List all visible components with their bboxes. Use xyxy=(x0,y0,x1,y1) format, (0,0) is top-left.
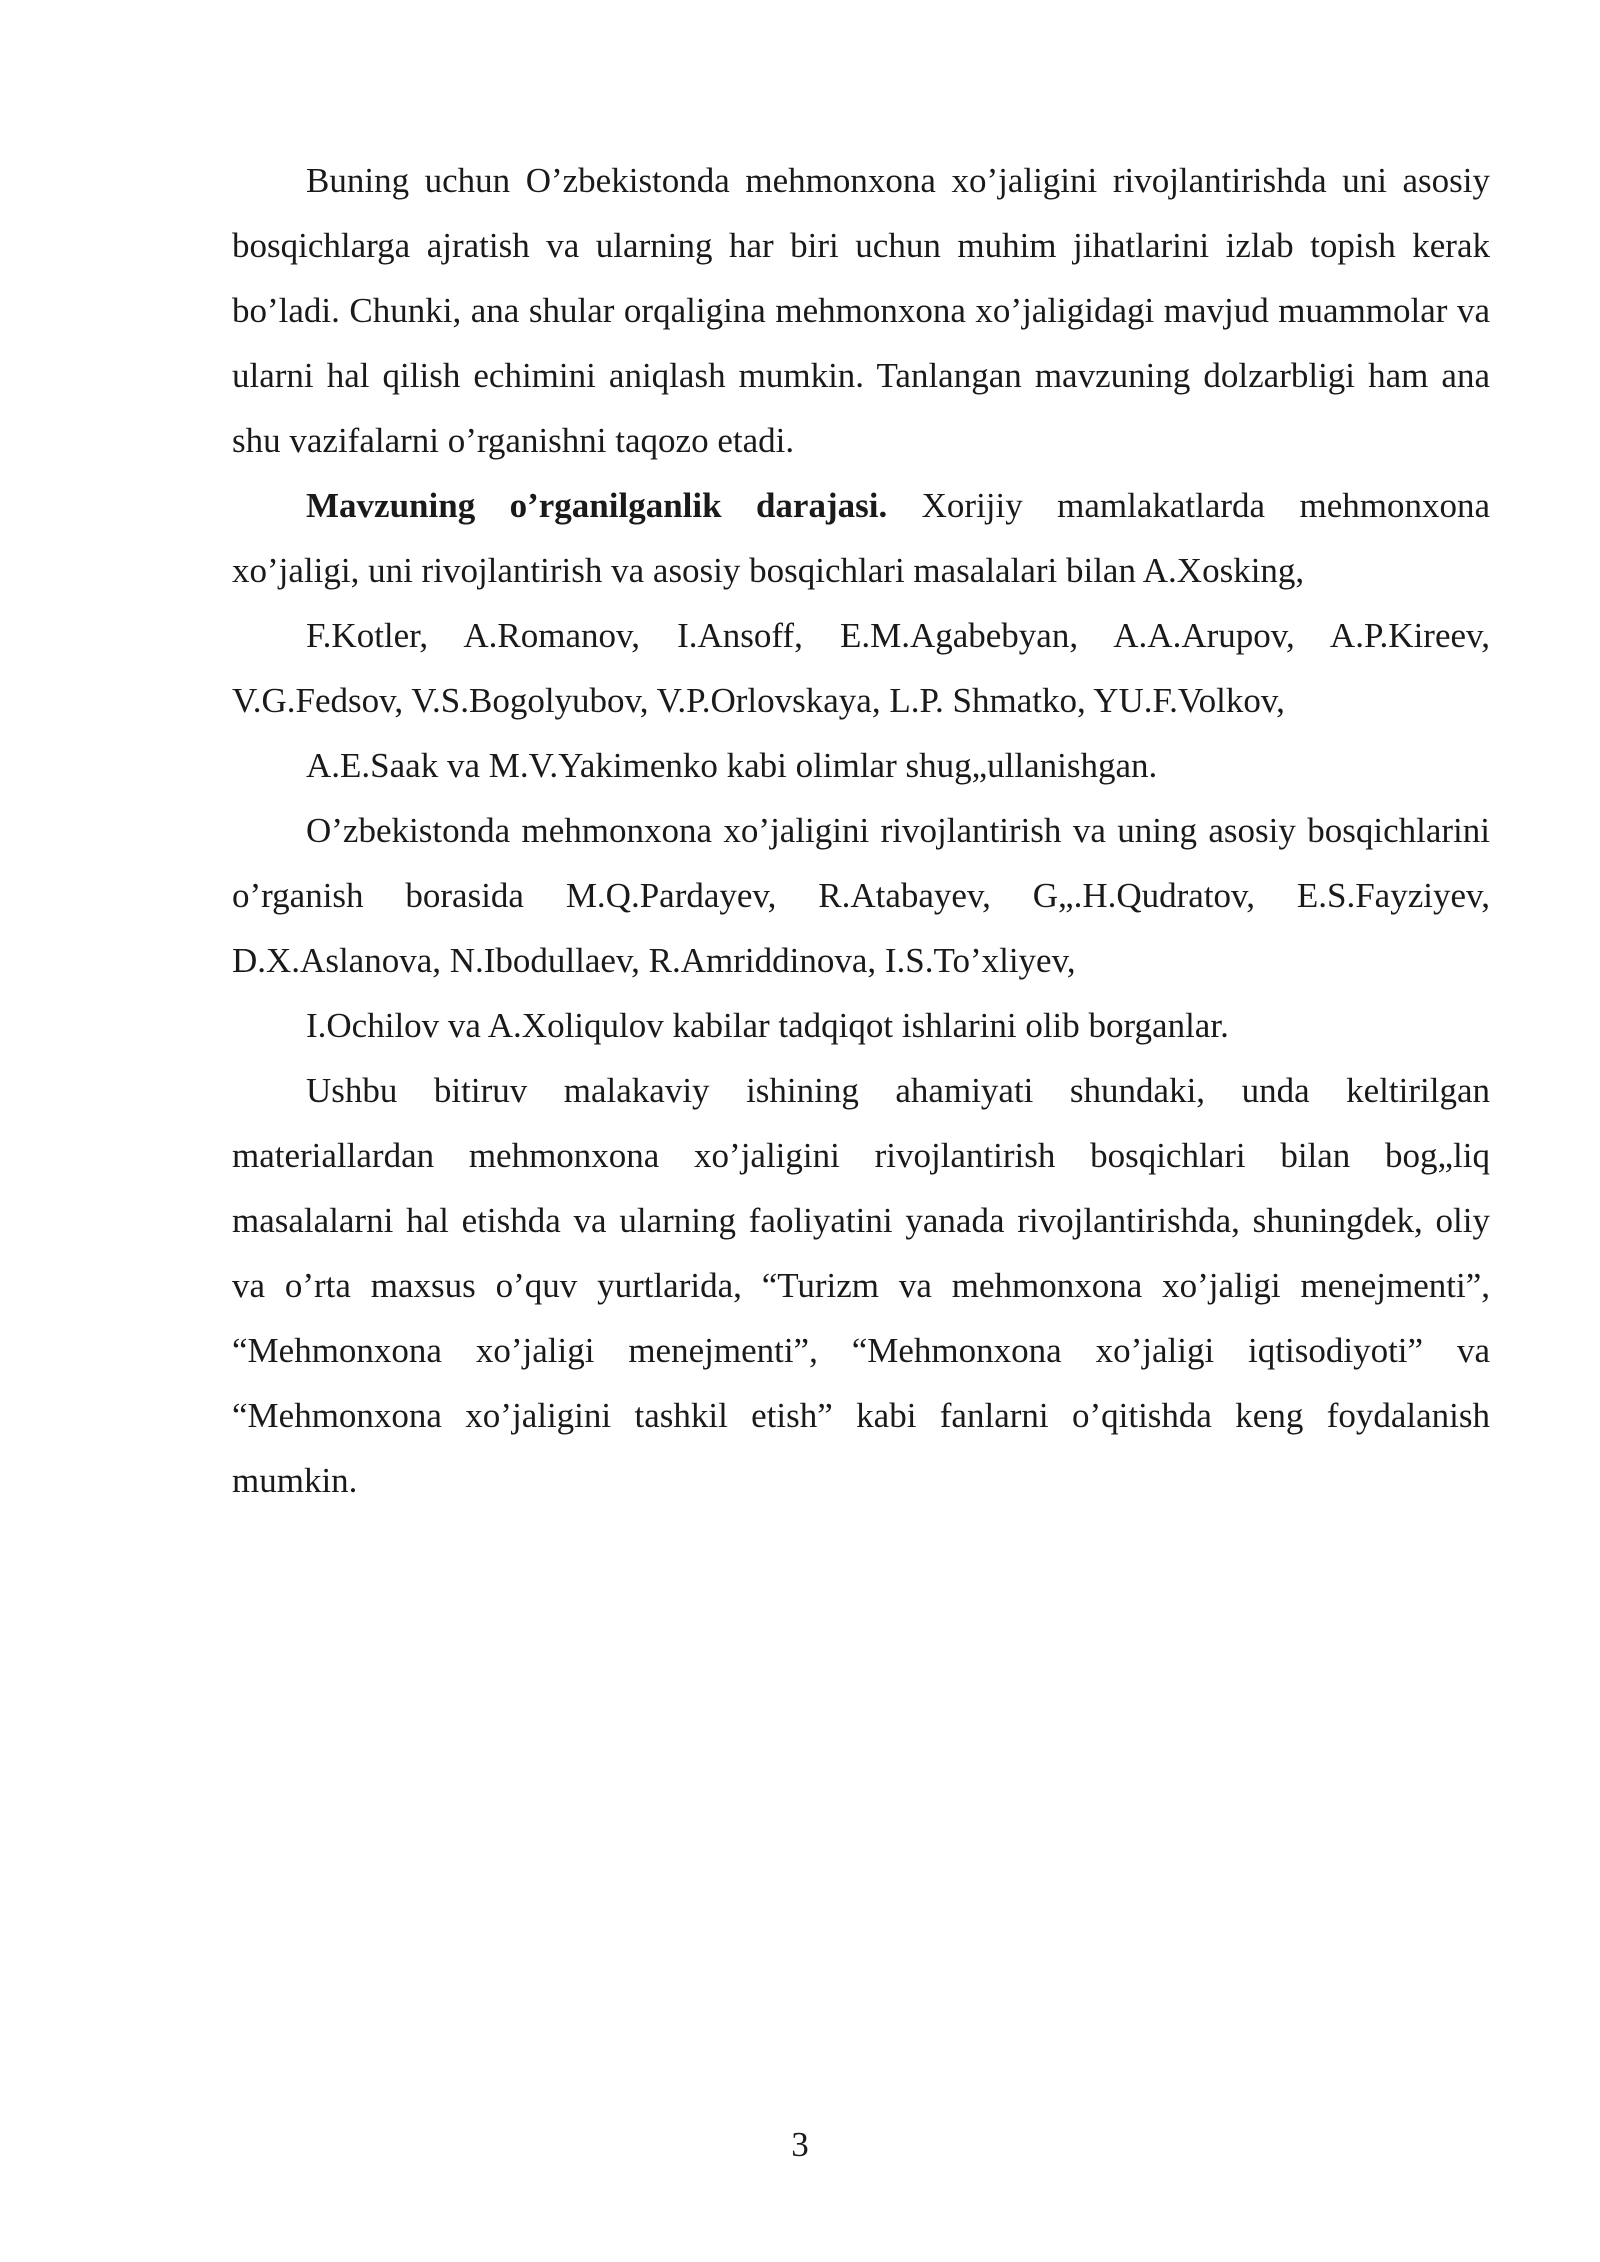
paragraph-text: I.Ochilov va A.Xoliqulov kabilar tadqiqot ishlarini olib borganlar. xyxy=(306,1006,1229,1045)
paragraph-text: Buning uchun O’zbekistonda mehmonxona xo’jaligini rivojlantirishda uni asosiy bosqichlarga ajratish va ularning har biri uchun muhim jihatlarini izlab topish kerak bo’ladi. Chunki, ana shular orqaligina mehmonxona xo’jaligidagi mavjud muammolar va ularni hal qilish echimini aniqlash mumkin. Tanlangan mavzuning dolzarbligi ham ana shu vazifalarni o’rganishni taqozo etadi. xyxy=(232,161,1490,460)
body-text xyxy=(232,148,1490,1513)
page-number: 3 xyxy=(791,2125,809,2164)
paragraph-introduction xyxy=(232,148,1490,473)
paragraph-text: F.Kotler, A.Romanov, I.Ansoff, E.M.Agabebyan, A.A.Arupov, A.P.Kireev, V.G.Fedsov, V.S.Bogolyubov, V.P.Orlovskaya, L.P. Shmatko, YU.F.Volkov, xyxy=(232,616,1490,720)
paragraph-foreign-authors-end xyxy=(232,733,1490,798)
paragraph-text: O’zbekistonda mehmonxona xo’jaligini rivojlantirish va uning asosiy bosqichlarini o’rganish borasida M.Q.Pardayev, R.Atabayev, G„.H.Qudratov, E.S.Fayziyev, D.X.Aslanova, N.Ibodullaev, R.Amriddinova, I.S.To’xliyev, xyxy=(232,811,1490,980)
paragraph-text: Xorijiy mamlakatlarda mehmonxona xo’jaligi, uni rivojlantirish va asosiy bosqichlari masalalari bilan A.Xosking, xyxy=(232,486,1491,590)
paragraph-local-authors xyxy=(232,798,1490,993)
paragraph-text: Ushbu bitiruv malakaviy ishining ahamiyati shundaki, unda keltirilgan materiallardan mehmonxona xo’jaligini rivojlantirish bosqichlari bilan bog„liq masalalarni hal etishda va ularning faoliyatini yanada rivojlantirishda, shuningdek, oliy va o’rta maxsus o’quv yurtlarida, “Turizm va mehmonxona xo’jaligi menejmenti”, “Mehmonxona xo’jaligi menejmenti”, “Mehmonxona xo’jaligi iqtisodiyoti” va “Mehmonxona xo’jaligini tashkil etish” kabi fanlarni o’qitishda keng foydalanish mumkin. xyxy=(232,1071,1490,1500)
paragraph-foreign-authors xyxy=(232,603,1490,733)
paragraph-study-level xyxy=(232,473,1490,603)
paragraph-local-authors-end xyxy=(232,993,1490,1058)
paragraph-text: A.E.Saak va M.V.Yakimenko kabi olimlar shug„ullanishgan. xyxy=(306,746,1158,785)
paragraph-significance xyxy=(232,1058,1490,1513)
section-heading: Mavzuning o’rganilganlik darajasi. xyxy=(306,486,888,525)
